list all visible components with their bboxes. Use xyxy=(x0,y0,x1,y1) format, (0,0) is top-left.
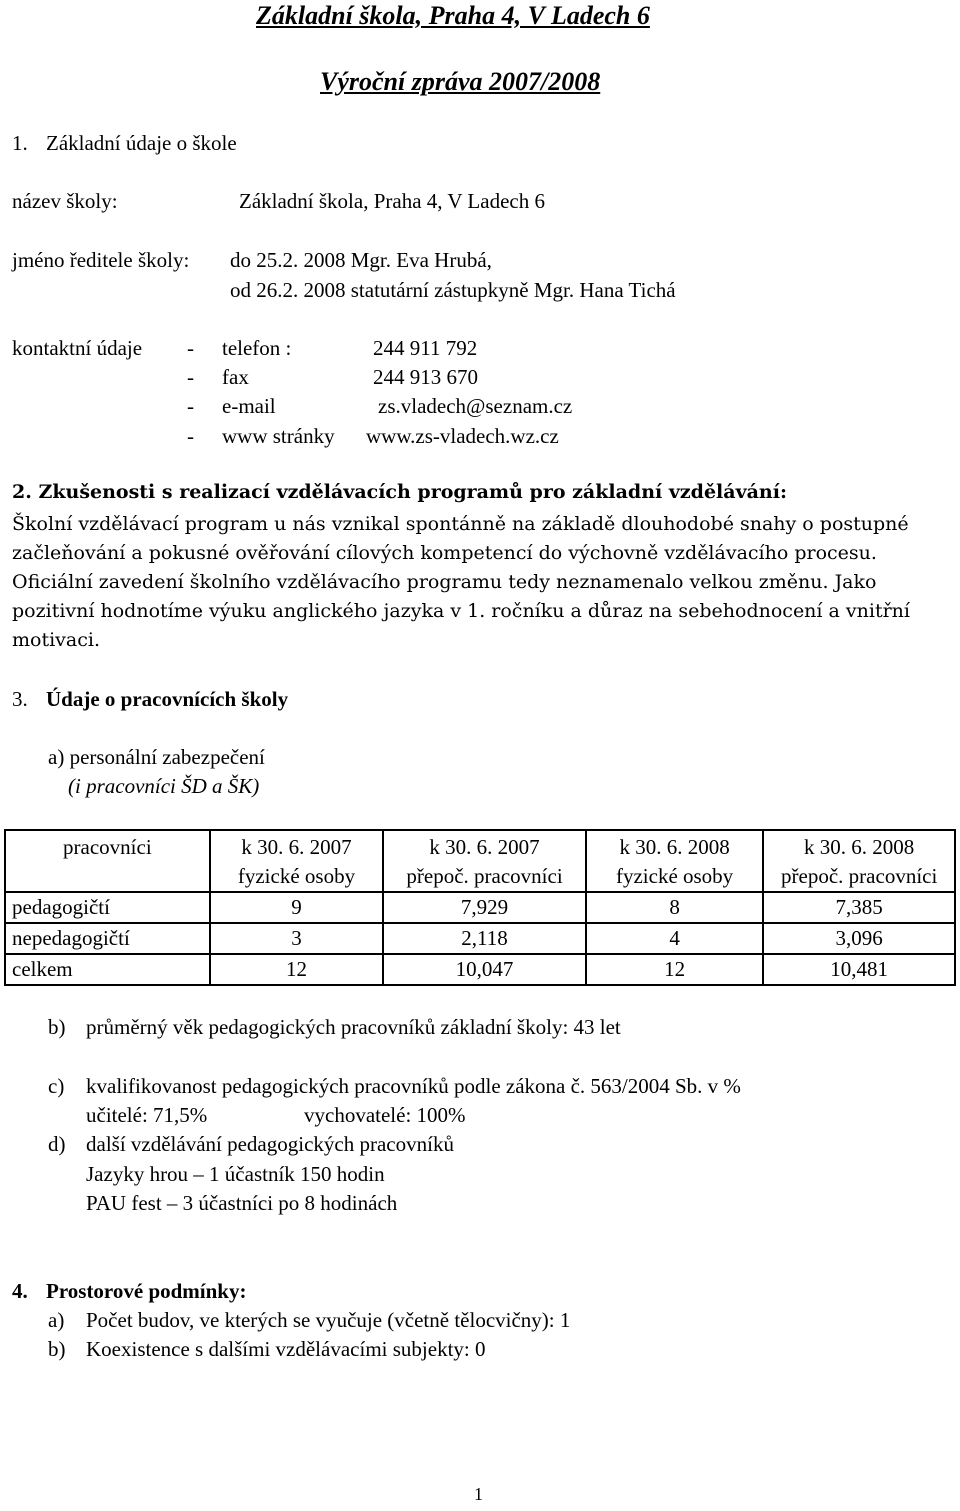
staffing-subheading: a) personální zabezpečení xyxy=(48,745,265,769)
table-cell: 10,481 xyxy=(763,954,955,985)
header-cell xyxy=(383,830,586,892)
contact-email-value: zs.vladech@seznam.cz xyxy=(378,394,573,418)
header-cell xyxy=(586,830,764,892)
table-header-row xyxy=(5,830,955,892)
item-b-label: b) xyxy=(48,1015,66,1039)
contact-dash: - xyxy=(187,394,194,418)
table-row xyxy=(5,954,955,985)
contacts-label: kontaktní údaje xyxy=(12,336,143,360)
header-line2: fyzické osoby xyxy=(237,864,356,888)
table-cell: 7,929 xyxy=(383,892,586,923)
director-line-1: do 25.2. 2008 Mgr. Eva Hrubá, xyxy=(230,248,492,272)
table-cell: nepedagogičtí xyxy=(5,923,210,954)
school-title: Základní škola, Praha 4, V Ladech 6 xyxy=(256,1,650,30)
section-4-heading xyxy=(12,1279,246,1304)
table-row xyxy=(5,923,955,954)
contact-web-label: www stránky xyxy=(222,424,335,448)
table-cell: 4 xyxy=(586,923,764,954)
qualification-text: kvalifikovanost pedagogických pracovníků podle zákona č. 563/2004 Sb. v % xyxy=(86,1074,741,1098)
item-c-label: c) xyxy=(48,1074,65,1098)
header-cell xyxy=(763,830,955,892)
header-line1: k 30. 6. 2008 xyxy=(804,835,915,859)
table-cell: 12 xyxy=(210,954,384,985)
table-cell: celkem xyxy=(5,954,210,985)
qualification-teachers: učitelé: 71,5% xyxy=(86,1103,208,1127)
header-cell xyxy=(5,830,210,892)
table-cell: 12 xyxy=(586,954,764,985)
contact-dash: - xyxy=(187,336,194,360)
section-2-paragraph: Školní vzdělávací program u nás vznikal spontánně na základě dlouhodobé snahy o postupné začleňování a pokusné ověřování cílových kompetencí do výchovně vzdělávacího procesu. Oficiální zavedení školního vzdělávacího programu tedy neznamenalo velkou změnu. Jako pozitivní hodnotíme výuku anglického jazyka v 1. ročníku a důraz na sebehodnocení a vnitřní motivaci. xyxy=(12,513,910,651)
contact-web-value: www.zs-vladech.wz.cz xyxy=(366,424,559,448)
table-cell: 2,118 xyxy=(383,923,586,954)
section-1-title: Základní údaje o škole xyxy=(46,131,237,155)
contact-dash: - xyxy=(187,365,194,389)
header-line2: fyzické osoby xyxy=(615,864,734,888)
director-label: jméno ředitele školy: xyxy=(12,248,190,272)
staff-table xyxy=(4,829,956,986)
section-2-title: Zkušenosti s realizací vzdělávacích programů pro základní vzdělávání: xyxy=(38,481,787,503)
section-3-number: 3. xyxy=(12,687,28,711)
header-line1: k 30. 6. 2007 xyxy=(429,835,540,859)
section-1-number: 1. xyxy=(12,131,28,155)
header-cell xyxy=(210,830,384,892)
contact-fax-label: fax xyxy=(222,365,249,389)
table-cell: 3,096 xyxy=(763,923,955,954)
school-name-value: Základní škola, Praha 4, V Ladech 6 xyxy=(239,189,545,213)
contact-phone-label: telefon : xyxy=(222,336,292,360)
header-line2: přepoč. pracovníci xyxy=(406,864,563,888)
section-3-heading xyxy=(12,687,288,712)
training-line-2: PAU fest – 3 účastníci po 8 hodinách xyxy=(86,1191,398,1215)
coexistence-text: Koexistence s dalšími vzdělávacími subjekty: 0 xyxy=(86,1337,486,1361)
item-d-label: d) xyxy=(48,1132,66,1156)
section-4-number: 4. xyxy=(12,1279,28,1303)
further-education-text: další vzdělávání pedagogických pracovníků xyxy=(86,1132,454,1156)
section-2-heading xyxy=(12,481,787,504)
section-3-title: Údaje o pracovnících školy xyxy=(46,687,289,711)
table-cell: 7,385 xyxy=(763,892,955,923)
page-number: 1 xyxy=(474,1484,483,1504)
section-4-title: Prostorové podmínky: xyxy=(46,1279,247,1303)
contact-email-label: e-mail xyxy=(222,394,276,418)
table-cell: 9 xyxy=(210,892,384,923)
section-1-heading xyxy=(12,131,237,156)
header-line2: přepoč. pracovníci xyxy=(781,864,938,888)
header-line1: k 30. 6. 2008 xyxy=(619,835,730,859)
school-name-label: název školy: xyxy=(12,189,118,213)
table-cell: 8 xyxy=(586,892,764,923)
table-cell: pedagogičtí xyxy=(5,892,210,923)
contact-fax-value: 244 913 670 xyxy=(373,365,478,389)
report-title: Výroční zpráva 2007/2008 xyxy=(320,67,601,96)
average-age-text: průměrný věk pedagogických pracovníků základní školy: 43 let xyxy=(86,1015,621,1039)
table-row xyxy=(5,892,955,923)
table-cell: 3 xyxy=(210,923,384,954)
training-line-1: Jazyky hrou – 1 účastník 150 hodin xyxy=(86,1162,385,1186)
contact-dash: - xyxy=(187,424,194,448)
staffing-note: (i pracovníci ŠD a ŠK) xyxy=(68,774,260,798)
item-a-label: a) xyxy=(48,1308,65,1332)
director-line-2: od 26.2. 2008 statutární zástupkyně Mgr. Hana Tichá xyxy=(230,278,676,302)
qualification-educators: vychovatelé: 100% xyxy=(304,1103,466,1127)
table-cell: 10,047 xyxy=(383,954,586,985)
item-b-label: b) xyxy=(48,1337,66,1361)
header-line1: k 30. 6. 2007 xyxy=(241,835,352,859)
buildings-count-text: Počet budov, ve kterých se vyučuje (včetně tělocvičny): 1 xyxy=(86,1308,571,1332)
header-line1: pracovníci xyxy=(63,835,152,859)
section-2-number: 2. xyxy=(12,481,32,503)
contact-phone-value: 244 911 792 xyxy=(373,336,478,360)
